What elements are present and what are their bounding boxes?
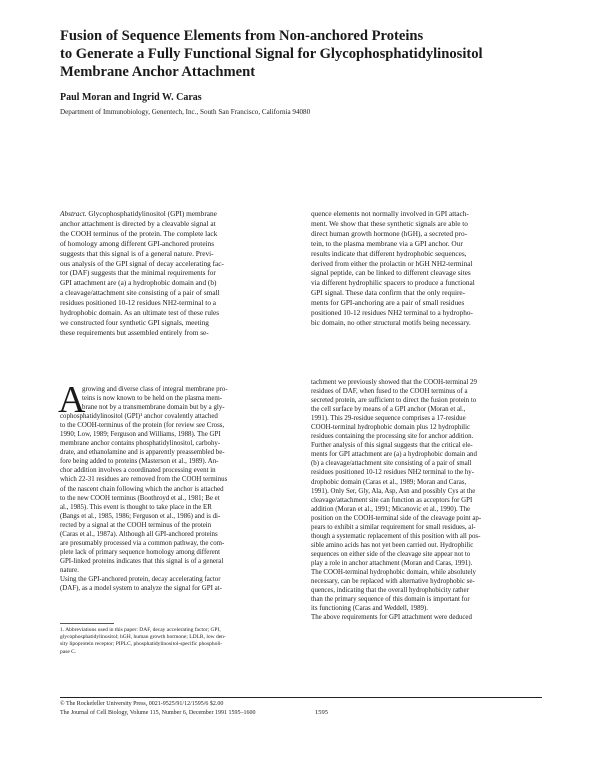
text-line: results indicate that different hydrophobic sequences, <box>311 248 467 258</box>
text-line: of the nascent chain following which the anchor is attached <box>60 485 224 493</box>
footnote-divider <box>60 623 114 624</box>
text-line: COOH-terminal hydrophobic domain plus 12 hydrophilic <box>311 424 471 432</box>
text-line: to the new COOH terminus (Boothroyd et al., 1981; Be et <box>60 494 220 502</box>
text-line: GPI attachment are (a) a hydrophobic domain and (b) <box>60 278 217 288</box>
text-line: Further analysis of this signal suggests that the critical ele- <box>311 442 473 450</box>
drop-cap: A <box>58 379 86 421</box>
text-line: 1991). Only Ser, Gly, Ala, Asp, Asn and possibly Cys at the <box>311 487 476 495</box>
text-line: via different hydrophilic spacers to produce a functional <box>311 278 475 288</box>
text-line: (Bangs et al., 1985, 1986; Ferguson et al., 1986) and is di- <box>60 512 221 520</box>
text-line: GPI-linked proteins indicates that this signal is of a general <box>60 557 224 565</box>
text-line: membrane anchor contains phosphatidylinositol, carbohy- <box>60 440 221 448</box>
text-line: 1991). This 29-residue sequence comprises a 17-residue <box>311 415 466 423</box>
abstract-left-column <box>60 209 288 338</box>
text-line: cleavage/attachment site can function as acceptors for GPI <box>311 496 473 504</box>
text-line: of homology among different GPI-anchored proteins <box>60 238 215 248</box>
text-line: plete lack of primary sequence homology among different <box>60 548 221 556</box>
text-line: quence elements not normally involved in GPI attach- <box>311 209 469 218</box>
text-line: The Journal of Cell Biology, Volume 115, Number 6, December 1991 1595–1600 <box>60 709 256 716</box>
text-line: tachment we previously showed that the COOH-terminal 29 <box>311 379 477 386</box>
text-line: GPI signal. These data confirm that the only require- <box>311 288 466 298</box>
abstract-right-column <box>311 209 541 328</box>
text-line: though a systematic replacement of this position with all pos- <box>311 532 481 540</box>
text-line: we constructed four synthetic GPI signals, meeting <box>60 317 209 327</box>
text-line: residues of DAF, when fused to the COOH terminus of a <box>311 388 468 396</box>
text-line: Using the GPI-anchored protein, decay accelerating factor <box>60 575 221 583</box>
text-line: 1. Abbreviations used in this paper: DAF, decay accelerating factor; GPI, <box>60 627 221 633</box>
text-line: (Caras et al., 1987a). Although all GPI-anchored proteins <box>60 530 218 538</box>
text-line: play a role in anchor attachment (Moran and Caras, 1991). <box>311 559 473 567</box>
text-line: ous analysis of the GPI signal of decay accelerating fac- <box>60 258 224 268</box>
text-line: The above requirements for GPI attachment were deduced <box>311 614 472 622</box>
body-left-column <box>60 385 295 593</box>
text-line: ments for GPI attachment are (a) a hydrophobic domain and <box>311 451 477 459</box>
text-line: suggests that this signal is of a general nature. Previ- <box>60 248 214 258</box>
text-line: sible amino acids has not yet been carried out. Hydrophilic <box>311 541 474 549</box>
body-right-column <box>311 378 548 622</box>
text-line: rected by a signal at the COOH terminus of the protein <box>60 521 212 529</box>
article-title <box>60 27 550 81</box>
text-line: fore being added to proteins (Masterson et al., 1989). An- <box>60 458 219 466</box>
text-line: a cleavage/attachment site consisting of a pair of small <box>60 288 220 298</box>
page-number: 1595 <box>315 709 328 716</box>
text-line: al., 1985). This event is thought to take place in the ER <box>60 503 212 511</box>
text-line: its functioning (Caras and Weddell, 1989). <box>311 605 429 613</box>
text-line: than the primary sequence of this domain is important for <box>311 596 470 604</box>
text-line: pears to exhibit a similar requirement for small residues, al- <box>311 523 476 531</box>
text-line: necessary, can be replaced with alternative hydrophobic se- <box>311 578 475 586</box>
text-line: derived from either the prolactin or hGH NH2-terminal <box>311 258 473 268</box>
text-line: are presumably processed via a common pathway, the com- <box>60 539 225 547</box>
text-line: 1990; Low, 1989; Ferguson and Williams, 1988). The GPI <box>60 431 221 439</box>
text-line: (DAF), as a model system to analyze the signal for GPI at- <box>60 585 222 593</box>
text-line: to the COOH-terminus of the protein (for review see Cross, <box>60 422 225 430</box>
text-line: residues positioned 10-12 residues NH2 terminal to the hy- <box>311 469 475 477</box>
text-line: teins is now known to be held on the plasma mem- <box>82 395 223 403</box>
text-line: drate, and ethanolamine and is apparently preassembled be- <box>60 449 225 457</box>
text-line: ments for GPI-anchoring are a pair of small residues <box>311 298 465 308</box>
text-line: positioned 10-12 residues NH2 terminal to a hydropho- <box>311 308 473 318</box>
text-line: nature. <box>60 566 79 574</box>
text-line: anchor attachment is directed by a cleavable signal at <box>60 218 216 228</box>
authors: Paul Moran and Ingrid W. Caras <box>60 92 202 103</box>
affiliation: Department of Immunobiology, Genentech, Inc., South San Francisco, California 94080 <box>60 108 311 116</box>
title-line: Fusion of Sequence Elements from Non-anchored Proteins <box>60 28 424 44</box>
text-line: the COOH terminus of the protein. The complete lack <box>60 228 218 238</box>
text-line: © The Rockefeller University Press, 0021-9525/91/12/1595/6 $2.00 <box>60 701 224 707</box>
text-line: which 22-31 residues are removed from the COOH terminus <box>60 476 228 484</box>
text-line: ment. We show that these synthetic signals are able to <box>311 218 468 228</box>
text-line: bic domain, no other structural motifs being necessary. <box>311 317 471 327</box>
text-line: drophobic domain (Caras et al., 1989; Moran and Caras, <box>311 478 467 486</box>
text-line: residues positioned 10-12 residues NH2-terminal to a <box>60 298 217 308</box>
text-line: hydrophobic domain. As an ultimate test of these rules <box>60 308 220 318</box>
text-line: residues containing the processing site for anchor addition. <box>311 433 474 441</box>
text-line: Abstract. Glycophosphatidylinositol (GPI) membrane <box>60 209 217 218</box>
text-line: these requirements but assembled entirely from se- <box>60 327 209 337</box>
text-line: sity lipoprotein receptor; PIPLC, phosphatidylinositol-specific phospholi- <box>60 641 223 648</box>
text-line: tor (DAF) suggests that the minimal requirements for <box>60 268 216 278</box>
text-line: (b) a cleavage/attachment site consisting of a pair of small <box>311 460 472 468</box>
text-line: direct human growth hormone (hGH), a secreted pro- <box>311 228 468 238</box>
title-line: to Generate a Fully Functional Signal for Glycophosphatidylinositol <box>60 46 483 62</box>
footer-divider <box>60 697 542 698</box>
text-line: pase C. <box>60 648 77 655</box>
text-line: brane not by a transmembrane domain but by a gly- <box>82 404 225 412</box>
text-line: position on the COOH-terminal side of the cleavage point ap- <box>311 514 482 522</box>
footnote <box>60 627 292 656</box>
text-line: cophosphatidylinositol (GPI)¹ anchor covalently attached <box>60 413 218 421</box>
text-line: addition (Moran et al., 1991; Micanovic et al., 1990). The <box>311 505 471 513</box>
text-line: sequences on either side of the cleavage site appear not to <box>311 550 471 558</box>
text-line: The COOH-terminal hydrophobic domain, while absolutely <box>311 568 476 576</box>
text-line: the cell surface by means of a GPI anchor (Moran et al., <box>311 406 466 414</box>
text-line: chor addition involves a coordinated processing event in <box>60 467 216 475</box>
text-line: tein, to the plasma membrane via a GPI anchor. Our <box>311 238 463 248</box>
title-line: Membrane Anchor Attachment <box>60 64 256 80</box>
text-line: growing and diverse class of integral membrane pro- <box>82 386 228 393</box>
text-line: quences, indicating that the overall hydrophobicity rather <box>311 587 469 595</box>
text-line: glycophosphatidylinositol; hGH, human growth hormone; LDLR, low den- <box>60 634 226 641</box>
text-line: secreted protein, are sufficient to direct the fusion protein to <box>311 397 477 405</box>
text-line: signal peptide, can be linked to different cleavage sites <box>311 268 471 278</box>
